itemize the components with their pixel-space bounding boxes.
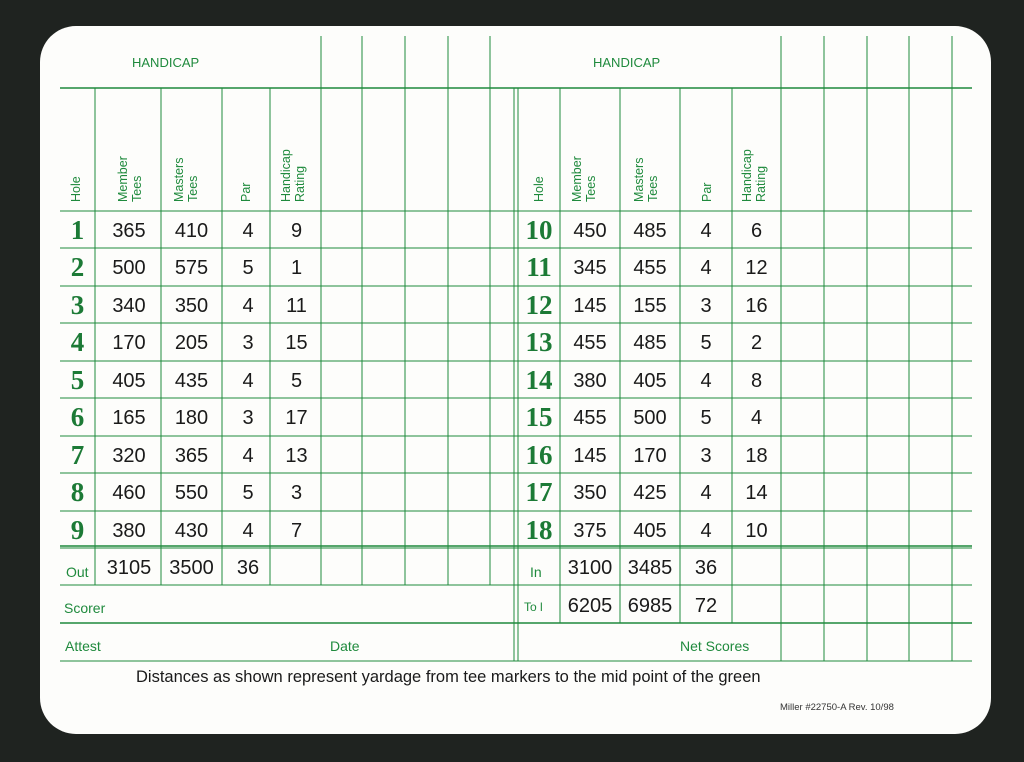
member-tees-yardage: 455 [573,332,607,354]
hole-number: 10 [525,215,553,245]
par-value: 4 [242,220,254,242]
hole-number: 8 [70,477,85,507]
handicap-rating-value: 18 [745,445,768,467]
member-tees-yardage: 165 [112,407,146,429]
hole-number: 2 [70,252,85,282]
masters-tees-yardage: 550 [174,482,209,504]
in-masters-total: 3485 [627,557,673,579]
member-tees-yardage: 345 [573,257,607,279]
hole-number: 16 [525,440,553,470]
left-handicap-header: HANDICAP [132,55,200,70]
masters-tees-yardage: 155 [633,295,667,317]
out-member-total: 3105 [106,557,152,579]
hole-number: 6 [70,402,85,432]
hole-number: 13 [525,327,553,357]
member-tees-yardage: 380 [112,520,146,542]
handicap-rating-value: 12 [745,257,768,279]
in-par-total: 36 [694,557,718,579]
member-tees-yardage: 340 [112,295,146,317]
handicap-rating-value: 10 [745,520,768,542]
member-tees-yardage: 450 [573,220,607,242]
hole-number: 4 [70,327,85,357]
front-hole-header: Hole [69,176,83,202]
masters-tees-yardage: 435 [174,370,209,392]
attest-label: Attest [65,638,101,654]
back-masters-tees-header: Masters Tees [632,157,660,202]
par-value: 5 [242,257,254,279]
front-member-tees-header: Member Tees [116,156,144,202]
handicap-rating-value: 8 [750,370,763,392]
back-handicap-rating-header: Handicap Rating [740,149,768,202]
date-label: Date [330,638,360,654]
net-scores-label: Net Scores [680,638,750,654]
member-tees-yardage: 500 [112,257,146,279]
par-value: 3 [700,295,712,317]
member-tees-yardage: 170 [112,332,146,354]
hole-number: 15 [525,402,553,432]
member-tees-yardage: 145 [573,295,607,317]
handicap-rating-value: 4 [750,407,763,429]
member-tees-yardage: 380 [573,370,607,392]
masters-tees-yardage: 425 [633,482,667,504]
hole-number: 9 [70,515,85,545]
back-member-tees-header: Member Tees [570,156,598,202]
masters-tees-yardage: 170 [633,445,667,467]
hole-number: 5 [70,365,85,395]
front-par-header: Par [239,182,253,202]
member-tees-yardage: 365 [112,220,146,242]
in-label: In [530,564,542,580]
front-masters-tees-header: Masters Tees [172,157,200,202]
handicap-rating-value: 1 [290,257,303,279]
masters-tees-yardage: 485 [633,220,667,242]
front-handicap-rating-header: Handicap Rating [279,149,307,202]
masters-tees-yardage: 205 [174,332,209,354]
par-value: 3 [242,332,254,354]
masters-tees-yardage: 350 [174,295,209,317]
masters-tees-yardage: 405 [633,520,667,542]
hole-number: 14 [525,365,553,395]
masters-tees-yardage: 410 [174,220,209,242]
hole-number: 17 [525,477,553,507]
handicap-rating-value: 15 [285,332,308,354]
par-value: 3 [242,407,254,429]
hole-number: 12 [525,290,553,320]
hole-number: 11 [526,252,552,282]
handicap-rating-value: 13 [285,445,308,467]
masters-tees-yardage: 180 [174,407,209,429]
handicap-rating-value: 14 [745,482,768,504]
par-value: 4 [242,295,254,317]
masters-tees-yardage: 485 [633,332,667,354]
out-par-total: 36 [236,557,260,579]
member-tees-yardage: 460 [112,482,146,504]
out-label: Out [66,564,89,580]
masters-tees-yardage: 575 [174,257,209,279]
par-value: 4 [700,257,712,279]
par-value: 3 [700,445,712,467]
member-tees-yardage: 350 [573,482,607,504]
member-tees-yardage: 455 [573,407,607,429]
handicap-rating-value: 16 [745,295,768,317]
member-tees-yardage: 145 [573,445,607,467]
masters-tees-yardage: 430 [174,520,209,542]
par-value: 5 [700,332,712,354]
handicap-rating-value: 3 [290,482,303,504]
form-number: Miller #22750-A Rev. 10/98 [780,702,894,713]
out-masters-total: 3500 [169,557,214,579]
masters-tees-yardage: 405 [633,370,667,392]
grand-masters-total: 6985 [627,595,673,617]
distance-note: Distances as shown represent yardage from tee markers to the mid point of the green [136,668,761,686]
member-tees-yardage: 405 [112,370,146,392]
right-handicap-header: HANDICAP [593,55,661,70]
hole-number: 7 [70,440,85,470]
par-value: 4 [242,445,254,467]
handicap-rating-value: 7 [290,520,303,542]
par-value: 4 [242,520,254,542]
back-par-header: Par [700,182,714,202]
in-member-total: 3100 [567,557,613,579]
handicap-rating-value: 2 [750,332,763,354]
handicap-rating-value: 11 [286,295,307,317]
masters-tees-yardage: 455 [633,257,667,279]
scorer-label: Scorer [64,600,106,616]
member-tees-yardage: 320 [112,445,146,467]
grand-par-total: 72 [694,595,718,617]
hole-number: 3 [70,290,85,320]
hole-number: 18 [525,515,553,545]
grand-member-total: 6205 [567,595,613,617]
par-value: 4 [700,370,712,392]
member-tees-yardage: 375 [573,520,607,542]
handicap-rating-value: 9 [290,220,303,242]
scorecard [40,26,991,734]
par-value: 5 [242,482,254,504]
handicap-rating-value: 6 [750,220,763,242]
masters-tees-yardage: 365 [174,445,209,467]
hole-number: 1 [70,215,85,245]
par-value: 4 [700,482,712,504]
par-value: 4 [700,220,712,242]
total-label: To l [524,600,543,614]
masters-tees-yardage: 500 [633,407,667,429]
par-value: 4 [242,370,254,392]
par-value: 4 [700,520,712,542]
back-hole-header: Hole [532,176,546,202]
handicap-rating-value: 17 [285,407,308,429]
par-value: 5 [700,407,712,429]
handicap-rating-value: 5 [290,370,303,392]
